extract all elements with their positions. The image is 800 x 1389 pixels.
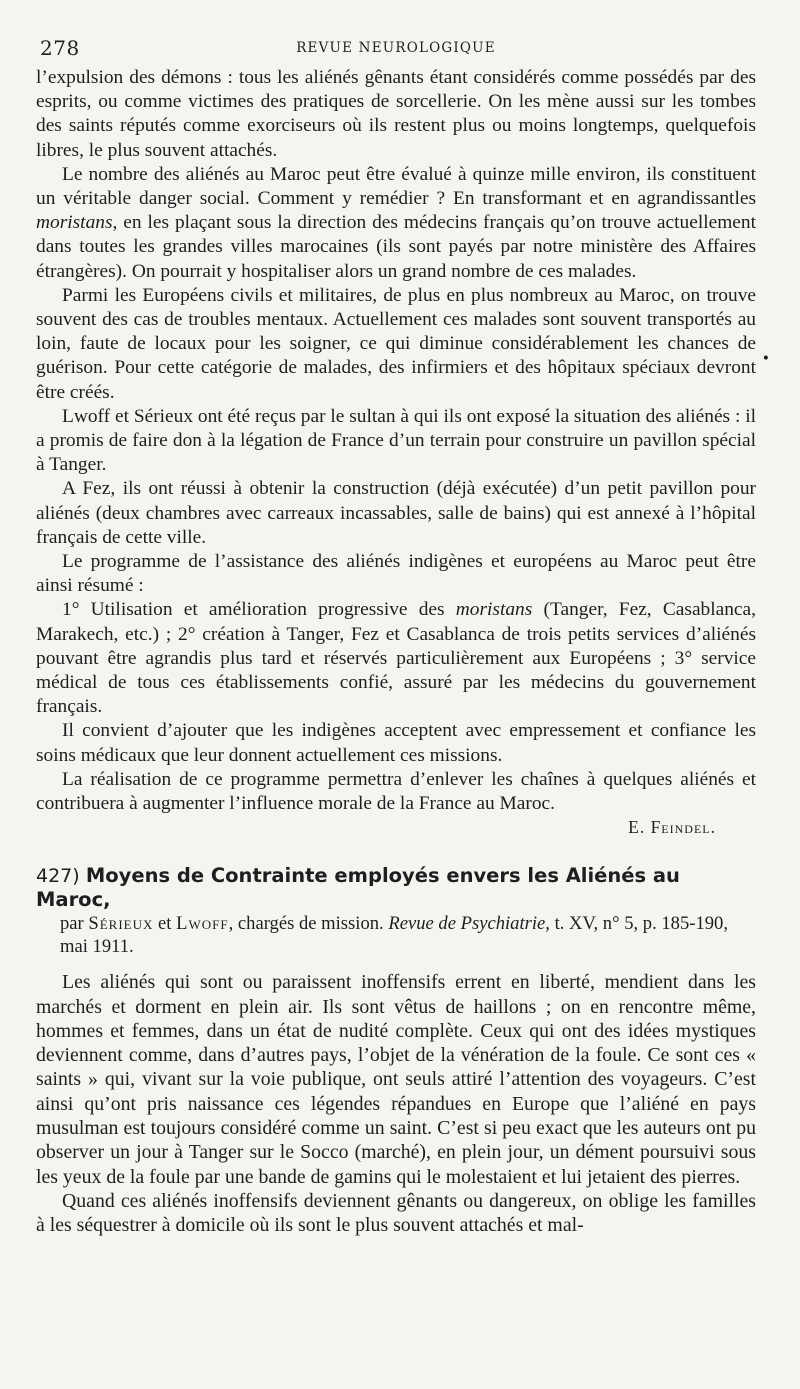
italic-term: moristans xyxy=(455,599,533,621)
journal-title: REVUE NEUROLOGIQUE xyxy=(296,40,496,56)
author-name: Sérieux xyxy=(88,913,154,935)
abstract-heading xyxy=(36,864,756,958)
page-number: 278 xyxy=(40,36,80,60)
text-run: , en les plaçant sous la direction des médecins français qu’on trouve actuellement dans toutes les grandes villes marocaines (ils sont payés par notre ministère des Affaires étrangères). On pourrait y hospitaliser alors un grand nombre de ces malades. xyxy=(36,212,756,282)
paragraph: Lwoff et Sérieux ont été reçus par le sultan à qui ils ont exposé la situation des aliénés : il a promis de faire don à la légation de France d’un terrain pour construire un pavillon spécial à Tanger. xyxy=(36,405,756,476)
italic-term: moristans xyxy=(36,212,113,234)
margin-mark: • xyxy=(761,351,770,367)
text-run: , chargés de mission. xyxy=(228,913,389,935)
running-head xyxy=(36,36,756,66)
abstract-title-line xyxy=(36,864,756,912)
journal-citation: Revue de Psychiatrie xyxy=(388,913,546,935)
abstract-byline xyxy=(36,912,756,958)
paragraph: Les aliénés qui sont ou paraissent inoffensifs errent en liberté, mendient dans les marchés et dorment en plein air. Ils sont vêtus de haillons ; on en rencontre même, hommes et femmes, dans un état de nudité complète. Ceux qui ont des idées mystiques deviennent comme, dans d’autres pays, l’objet de la vénération de la foule. Ce sont ces « saints » qui, vivant sur la voie publique, ont seuls attiré l’attention des voyageurs. C’est ainsi qu’ont pris naissance ces légendes répandues en Europe que l’aliéné en pays musulman est toujours considéré comme un saint. C’est si peu exact que les auteurs ont pu observer un jour à Tanger sur le Socco (marché), en plein jour, un dément poursuivi sous les yeux de la foule par une bande de gamins qui le molestaient et lui jetaient des pierres. xyxy=(36,971,756,1188)
author-signature: E. Feindel. xyxy=(628,817,716,838)
paragraph: Il convient d’ajouter que les indigènes acceptent avec empressement et confiance les soins médicaux que leur donnent actuellement ces missions. xyxy=(36,720,756,766)
abstract-number: 427) xyxy=(36,865,80,888)
paragraph: Quand ces aliénés inoffensifs deviennent gênants ou dangereux, on oblige les familles à les séquestrer à domicile où ils sont le plus souvent attachés et mal- xyxy=(36,1189,756,1237)
paragraph: La réalisation de ce programme permettra d’enlever les chaînes à quelques aliénés et contribuera à augmenter l’influence morale de la France au Maroc. xyxy=(36,768,756,815)
citation-details: , t. XV, n° 5, p. 185-190, mai 1911. xyxy=(60,913,729,958)
paragraph xyxy=(36,163,756,284)
paragraph xyxy=(36,598,756,719)
text-run: 1° Utilisation et amélioration progressive des xyxy=(62,599,456,621)
abstract-title: Moyens de Contrainte employés envers les Aliénés au Maroc, xyxy=(36,864,680,912)
paragraph: Parmi les Européens civils et militaires, de plus en plus nombreux au Maroc, on trouve souvent des cas de troubles mentaux. Actuellement ces malades sont souvent transportés au loin, faute de locaux pour les soigner, ce qui diminue considérablement les chances de guérison. Pour cette catégorie de malades, des infirmiers et des hôpitaux spéciaux devront être créés. xyxy=(36,284,756,403)
author-name: Lwoff xyxy=(176,913,229,935)
text-run: par xyxy=(60,913,89,935)
text-run: et xyxy=(153,913,177,935)
paragraph: Le programme de l’assistance des aliénés indigènes et européens au Maroc peut être ainsi résumé : xyxy=(36,551,756,597)
text-run: (Tanger, Fez, Casablanca, Marakech, etc.) ; 2° création à Tanger, Fez et Casablanca de trois petits services d’aliénés pouvant être agrandis plus tard et réservés particulièrement aux Européens ; 3° service médical de tous ces établissements confié, assuré par les médecins du gouvernement français. xyxy=(36,599,756,718)
article-continuation xyxy=(36,66,756,838)
abstract-body xyxy=(36,970,756,1237)
paragraph: l’expulsion des démons : tous les aliénés gênants étant considérés comme possédés par des esprits, ou comme victimes des pratiques de sorcellerie. On les mène aussi sur les tombes des saints réputés comme exorciseurs où ils restent plus ou moins longtemps, quelquefois libres, le plus souvent attachés. xyxy=(36,67,756,161)
paragraph: A Fez, ils ont réussi à obtenir la construction (déjà exécutée) d’un petit pavillon pour aliénés (deux chambres avec carreaux incassables, salle de bains) qui est annexé à l’hôpital français de cette ville. xyxy=(36,478,756,548)
text-run: Le nombre des aliénés au Maroc peut être évalué à quinze mille environ, ils constituent un véritable danger social. Comment y remédier ? En transformant et en agrandissantles xyxy=(36,163,756,210)
